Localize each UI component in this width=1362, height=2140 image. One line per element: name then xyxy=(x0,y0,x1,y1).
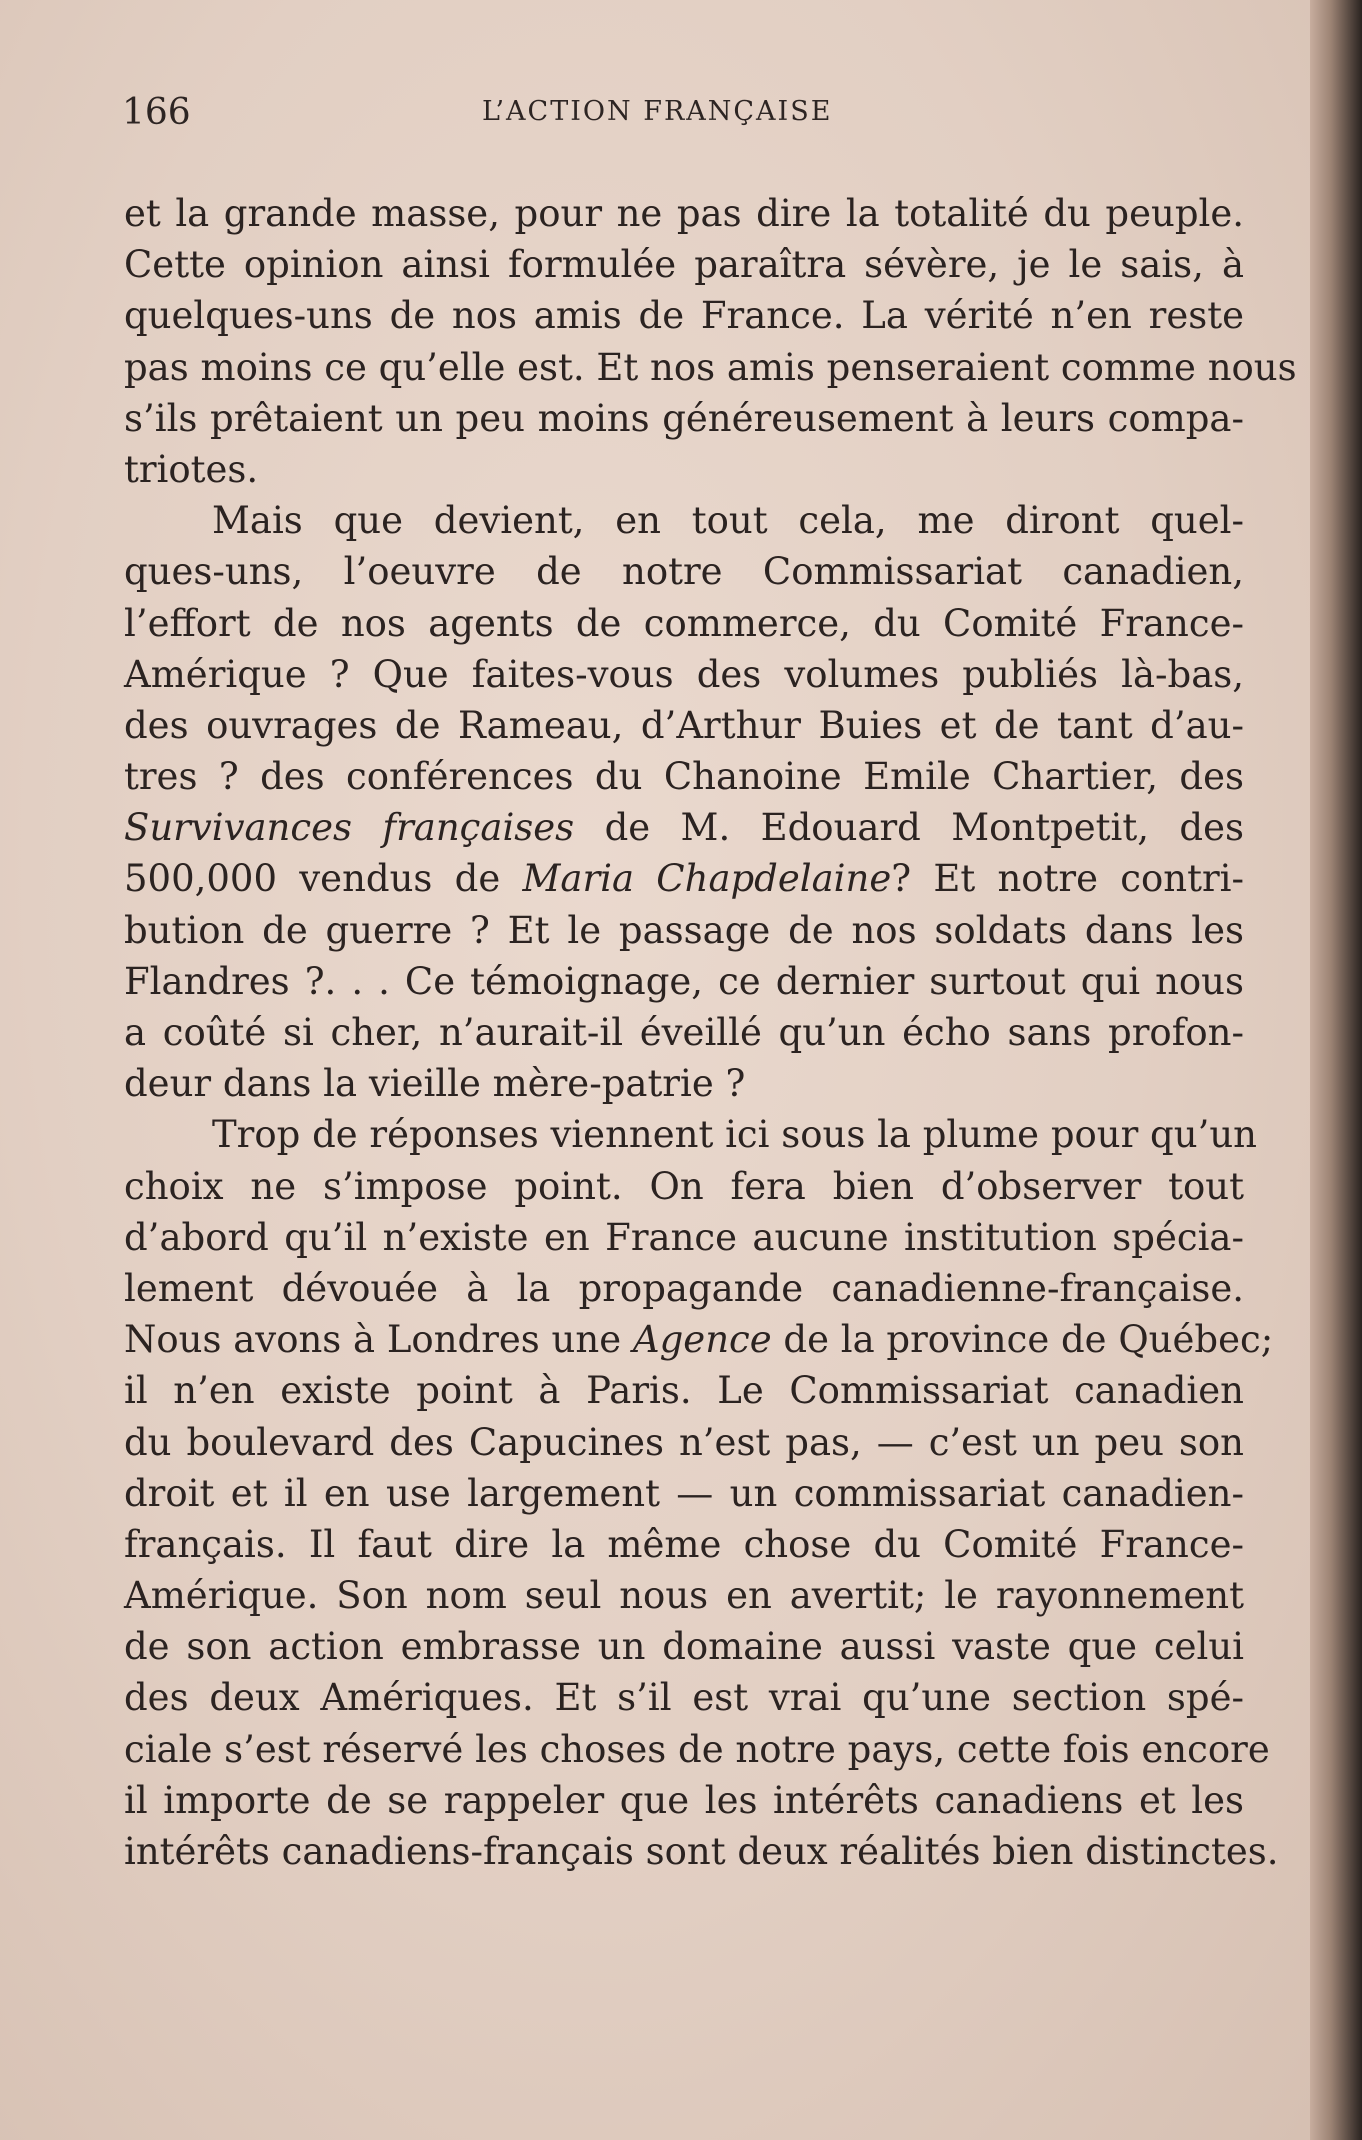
text-line: a coûté si cher, n’aurait-il éveillé qu’un écho sans profon- xyxy=(124,1011,1244,1054)
text-line: choix ne s’impose point. On fera bien d’observer tout xyxy=(124,1164,1244,1208)
text-line: lement dévouée à la propagande canadienne-française. xyxy=(124,1266,1244,1310)
text-fragment: de M. Edouard Montpetit, des xyxy=(604,806,1244,850)
text-line: du boulevard des Capucines n’est pas, — c’est un peu son xyxy=(124,1420,1244,1464)
text-line: s’ils prêtaient un peu moins généreusement à leurs compa- xyxy=(124,396,1244,440)
page-number: 166 xyxy=(122,92,191,133)
text-line: français. Il faut dire la même chose du Comité France- xyxy=(124,1522,1244,1566)
running-title: L’ACTION FRANÇAISE xyxy=(482,96,833,127)
text-line: il importe de se rappeler que les intérêts canadiens et les xyxy=(124,1778,1244,1822)
text-line: deur dans la vieille mère-patrie ? xyxy=(124,1062,746,1106)
text-line: quelques-uns de nos amis de France. La vérité n’en reste xyxy=(124,294,1244,338)
text-line: ques-uns, l’oeuvre de notre Commissariat canadien, xyxy=(124,550,1244,594)
text-line: des ouvrages de Rameau, d’Arthur Buies et de tant d’au- xyxy=(124,703,1244,747)
text-line: Amérique. Son nom seul nous en avertit; le rayonnement xyxy=(124,1574,1244,1618)
text-line: d’abord qu’il n’existe en France aucune institution spécia- xyxy=(124,1215,1244,1259)
text-line: Mais que devient, en tout cela, me diront quel- xyxy=(212,499,1244,543)
text-line: Cette opinion ainsi formulée paraîtra sévère, je le sais, à xyxy=(124,243,1244,287)
text-line: ciale s’est réservé les choses de notre pays, cette fois encore xyxy=(124,1727,1270,1771)
text-line xyxy=(124,853,1244,904)
italic-maria-chapdelaine: Maria Chapdelaine xyxy=(522,857,892,901)
text-line: bution de guerre ? Et le passage de nos soldats dans les xyxy=(124,908,1244,952)
text-line: de son action embrasse un domaine aussi vaste que celui xyxy=(124,1625,1244,1669)
text-line xyxy=(124,802,1244,853)
page-edge-shadow xyxy=(1310,0,1362,2140)
text-line: droit et il en use largement — un commissariat canadien- xyxy=(124,1471,1244,1515)
text-fragment: 500,000 vendus de xyxy=(124,857,501,901)
text-fragment: Nous avons à Londres une xyxy=(124,1318,622,1362)
text-fragment: ? Et notre contri- xyxy=(891,857,1244,901)
text-line: et la grande masse, pour ne pas dire la totalité du peuple. xyxy=(124,192,1244,235)
text-fragment: de la province de Québec; xyxy=(783,1318,1274,1362)
text-line: Amérique ? Que faites-vous des volumes publiés là-bas, xyxy=(124,652,1244,696)
text-line: Flandres ?. . . Ce témoignage, ce dernier surtout qui nous xyxy=(124,959,1244,1003)
text-line: tres ? des conférences du Chanoine Emile Chartier, des xyxy=(124,755,1244,799)
italic-survivances: Survivances françaises xyxy=(124,806,575,850)
text-line: triotes. xyxy=(124,447,259,491)
italic-agence: Agence xyxy=(632,1318,772,1362)
page-header xyxy=(122,92,1272,142)
text-line: l’effort de nos agents de commerce, du Comité France- xyxy=(124,601,1244,645)
text-line: Trop de réponses viennent ici sous la plume pour qu’un xyxy=(212,1113,1257,1157)
text-line: des deux Amériques. Et s’il est vrai qu’une section spé- xyxy=(124,1676,1244,1720)
text-line: pas moins ce qu’elle est. Et nos amis penseraient comme nous xyxy=(124,345,1297,389)
text-line: il n’en existe point à Paris. Le Commissariat canadien xyxy=(124,1369,1244,1413)
text-line xyxy=(124,1314,1274,1365)
text-line: intérêts canadiens-français sont deux réalités bien distinctes. xyxy=(124,1830,1279,1873)
body-text xyxy=(124,188,1297,1877)
